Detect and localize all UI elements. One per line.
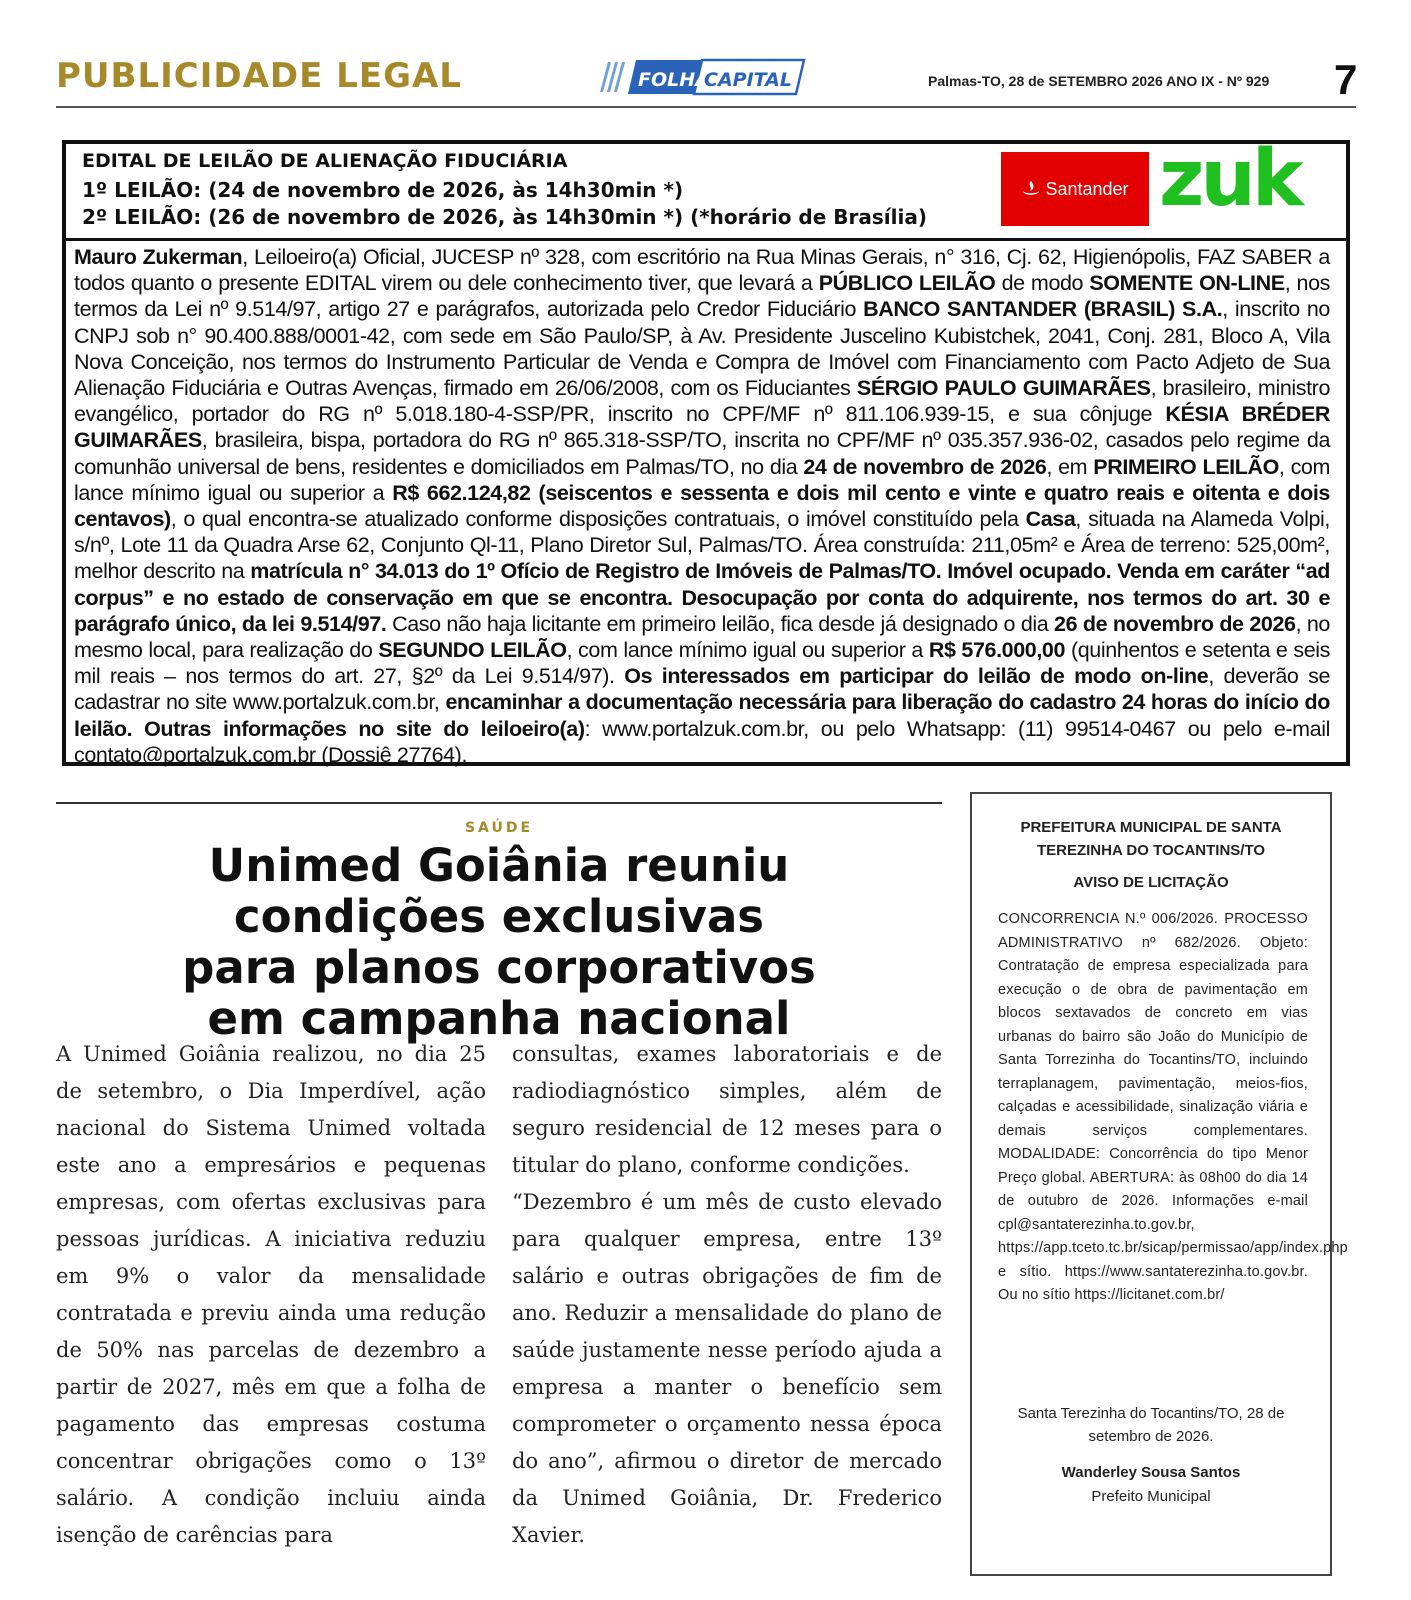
- auction-notice-text: Mauro Zukerman, Leiloeiro(a) Oficial, JUCESP nº 328, com escritório na Rua Minas Gerais, n° 316, Cj. 62, Higienópolis, FAZ SABER a todos quanto o presente EDITAL virem ou dele conhecimento tiver, que levará a PÚBLICO LEILÃO de modo SOMENTE ON-LINE, nos termos da Lei nº 9.514/97, artigo 27 e parágrafos, autorizada pelo Credor Fiduciário BANCO SANTANDER (BRASIL) S.A., inscrito no CNPJ sob n° 90.400.888/0001-42, com sede em São Paulo/SP, à Av. Presidente Juscelino Kubistchek, 2041, Conj. 281, Bloco A, Vila Nova Conceição, nos termos do Instrumento Particular de Venda e Compra de Imóvel com Financiamento com Pacto Adjeto de Sua Alienação Fiduciária e Outras Avenças, firmado em 26/06/2008, com os Fiduciantes SÉRGIO PAULO GUIMARÃES, brasileiro, ministro evangélico, portador do RG nº 5.018.180-4-SSP/PR, inscrito no CPF/MF nº 811.106.939-15, e sua cônjuge KÉSIA BRÉDER GUIMARÃES, brasileira, bispa, portadora do RG nº 865.318-SSP/TO, inscrita no CPF/MF nº 035.357.936-02, casados pelo regime da comunhão universal de bens, residentes e domiciliados em Palmas/TO, no dia 24 de novembro de 2026, em PRIMEIRO LEILÃO, com lance mínimo igual ou superior a R$ 662.124,82 (seiscentos e sessenta e dois mil cento e vinte e quatro reais e oitenta e dois centavos), o qual encontra-se atualizado conforme disposições contratuais, o imóvel constituído pela Casa, situada na Alameda Volpi, s/nº, Lote 11 da Quadra Arse 62, Conjunto Ql-11, Plano Diretor Sul, Palmas/TO. Área construída: 211,05m² e Área de terreno: 525,00m², melhor descrito na matrícula n° 34.013 do 1º Ofício de Registro de Imóveis de Palmas/TO. Imóvel ocupado. Venda em caráter “ad corpus” e no estado de conservação em que se encontra. Desocupação por conta do adquirente, nos termos do art. 30 e parágrafo único, da lei 9.514/97. Caso não haja licitante em primeiro leilão, fica desde já designado o dia 26 de novembro de 2026, no mesmo local, para realização do SEGUNDO LEILÃO, com lance mínimo igual ou superior a R$ 576.000,00 (quinhentos e setenta e seis mil reais – nos termos do art. 27, §2º da Lei 9.514/97). Os interessados em participar do leilão de modo on-line, deverão se cadastrar no site www.portalzuk.com.br, encaminhar a documentação necessária para liberação do cadastro 24 horas do início do leilão. Outras informações no site do leiloeiro(a): www.portalzuk.com.br, ou pelo Whatsapp: (11) 99514-0467 ou pelo e-mail contato@portalzuk.com.br (Dossiê 27764).: [74, 245, 1331, 767]
- bidding-notice-title: AVISO DE LICITAÇÃO: [1073, 874, 1229, 891]
- article-quote-paragraph: “Dezembro é um mês de custo elevado para qualquer empresa, entre 13º salário e outras obrigações de fim de ano. Reduzir a mensalidade do plano de saúde justamente nesse período ajuda a empresa a manter o benefício sem comprometer o orçamento nessa época do ano”, afirmou o diretor de mercado da Unimed Goiânia, Dr. Frederico Xavier.: [512, 1190, 942, 1547]
- article-column-2: [512, 1036, 942, 1554]
- article-paragraph: consultas, exames laboratoriais e de radiodiagnóstico simples, além de seguro residencial de 12 meses para o titular do plano, conforme condições.: [512, 1042, 942, 1177]
- auction-notice-box: [62, 134, 1350, 767]
- bidding-notice-box: [970, 792, 1348, 1576]
- logo-folha-text: FOLHA: [638, 69, 710, 91]
- headline-line-3: para planos corporativos: [182, 941, 816, 994]
- article-paragraph: A Unimed Goiânia realizou, no dia 25 de setembro, o Dia Imperdível, ação nacional do Sistema Unimed voltada este ano a empresários e pequenas empresas, com ofertas exclusivas para pessoas jurídicas. A iniciativa reduziu em 9% o valor da mensalidade contratada e previu ainda uma redução de 50% nas parcelas de dezembro a partir de 2027, mês em que a folha de pagamento das empresas costuma concentrar obrigações como o 13º salário. A condição incluiu ainda isenção de carências para: [56, 1042, 486, 1547]
- dateline: Palmas-TO, 28 de SETEMBRO 2026 ANO IX - Nº 929: [928, 73, 1270, 89]
- article-headline: [56, 840, 942, 1044]
- article-kicker: SAÚDE: [464, 820, 534, 836]
- bidding-notice-organization: PREFEITURA MUNICIPAL DE SANTA TEREZINHA DO TOCANTINS/TO: [1020, 819, 1282, 859]
- first-auction-date: 1º LEILÃO: (24 de novembro de 2026, às 14h30min *): [82, 178, 684, 202]
- zuk-logo: zuk: [1159, 134, 1300, 224]
- santander-logo-text: Santander: [1045, 178, 1129, 199]
- santander-logo: [1001, 152, 1149, 226]
- section-title: PUBLICIDADE LEGAL: [56, 56, 462, 96]
- article-column-1: [56, 1036, 486, 1554]
- santander-flame-icon: [1021, 180, 1041, 198]
- headline-line-2: condições exclusivas: [233, 890, 765, 943]
- auction-notice-title: EDITAL DE LEILÃO DE ALIENAÇÃO FIDUCIÁRIA: [82, 150, 568, 172]
- page-number: 7: [1334, 56, 1358, 103]
- article-top-rule: [56, 802, 942, 804]
- bidding-notice-text: CONCORRENCIA N.º 006/2026. PROCESSO ADMINISTRATIVO nº 682/2026. Objeto: Contratação de empresa especializada para execução o de obra de pavimentação em blocos sextavados de concreto em vias urbanas do bairro são João do Município de Santa Torrezinha do Tocantins/TO, incluindo terraplanagem, pavimentação, meios-fios, calçadas e acessibilidade, sinalização viária e demais serviços complementares. MODALIDADE: Concorrência do tipo Menor Preço global. ABERTURA: às 08h00 do dia 14 de outubro de 2026. Informações e-mail cpl@santaterezinha.to.gov.br, https://app.tceto.tc.br/sicap/permissao/app/index.php e sítio. https://www.santaterezinha.to.gov.br. Ou no sítio https://licitanet.com.br/: [998, 911, 1348, 1303]
- folha-capital-logo: [598, 58, 808, 96]
- bidding-notice-place-date: Santa Terezinha do Tocantins/TO, 28 de setembro de 2026.: [1017, 1405, 1285, 1445]
- headline-line-1: Unimed Goiânia reuniu: [208, 839, 790, 892]
- auction-notice-header: [66, 134, 1346, 241]
- logo-speed-lines: [600, 62, 625, 92]
- bidding-notice-signer-role: Prefeito Municipal: [1091, 1488, 1211, 1505]
- bidding-notice-signer: Wanderley Sousa Santos: [1061, 1464, 1241, 1481]
- headline-line-4: em campanha nacional: [207, 992, 791, 1045]
- logo-capital-text: CAPITAL: [704, 69, 792, 91]
- second-auction-date: 2º LEILÃO: (26 de novembro de 2026, às 14h30min *) (*horário de Brasília): [82, 205, 927, 229]
- header-rule: [56, 106, 1356, 108]
